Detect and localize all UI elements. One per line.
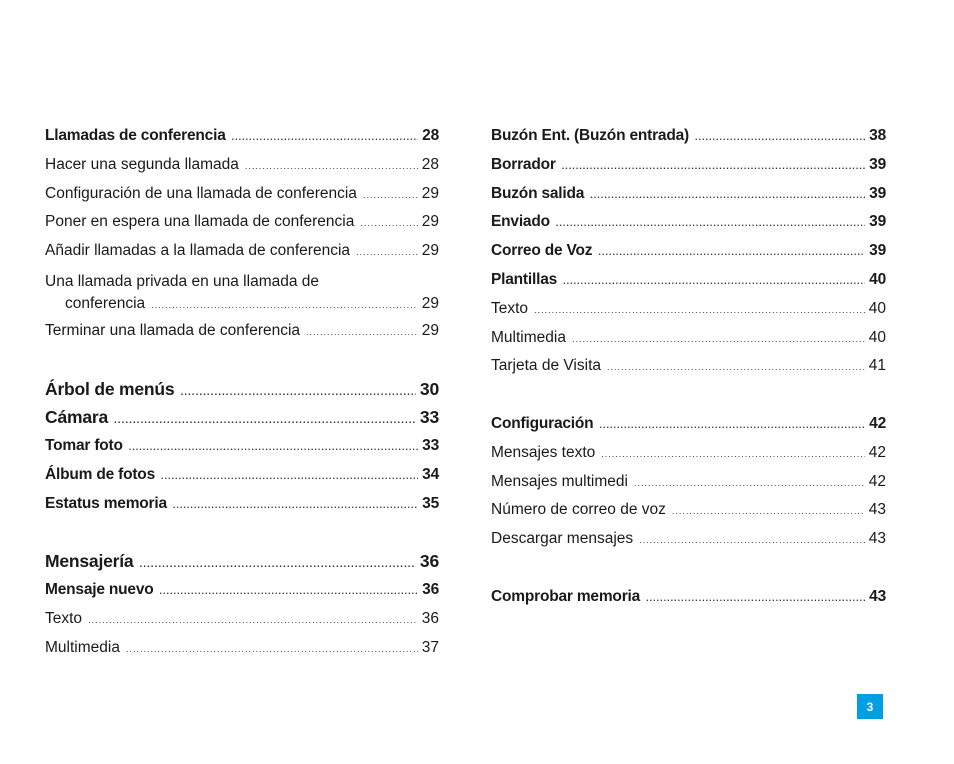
page-number-badge: 3 xyxy=(857,694,883,719)
toc-page-number: 40 xyxy=(868,328,886,346)
toc-page-number: 43 xyxy=(869,587,886,605)
toc-label: Árbol de menús xyxy=(45,378,175,399)
section-spacer xyxy=(491,554,886,583)
dot-leader xyxy=(126,635,418,664)
toc-page-number: 29 xyxy=(421,213,439,231)
toc-label: Buzón salida xyxy=(491,184,585,202)
toc-page-number: 37 xyxy=(421,638,439,656)
toc-page-number: 42 xyxy=(868,472,886,490)
toc-label: Texto xyxy=(491,299,529,317)
toc-page-number: 39 xyxy=(869,184,886,202)
dot-leader xyxy=(601,440,865,469)
dot-leader xyxy=(562,152,865,181)
toc-label: Número de correo de voz xyxy=(491,501,666,519)
toc-label: Descargar mensajes xyxy=(491,530,634,548)
dot-leader xyxy=(672,497,865,526)
section-spacer xyxy=(45,346,439,375)
toc-label: Configuración xyxy=(491,414,594,432)
toc-entry-mensajeria[interactable] xyxy=(45,547,439,576)
dot-leader xyxy=(572,325,865,354)
toc-label: Mensajería xyxy=(45,551,134,572)
section-spacer xyxy=(45,519,439,548)
toc-entry-tomar-foto[interactable] xyxy=(45,432,439,461)
toc-label: Enviado xyxy=(491,213,550,231)
toc-entry-comprobar-memoria[interactable] xyxy=(491,583,886,612)
toc-label: Borrador xyxy=(491,155,556,173)
toc-page-number: 42 xyxy=(869,414,886,432)
toc-entry-mensajes-texto[interactable] xyxy=(491,439,886,468)
toc-entry-anadir-llamadas[interactable] xyxy=(45,237,439,266)
toc-label: Estatus memoria xyxy=(45,494,167,512)
toc-label: Buzón Ent. (Buzón entrada) xyxy=(491,127,690,144)
toc-page-number: 36 xyxy=(421,609,439,627)
toc-label: Comprobar memoria xyxy=(491,587,641,605)
section-spacer xyxy=(491,381,886,410)
toc-page-number: 39 xyxy=(869,213,886,231)
dot-leader xyxy=(607,353,865,382)
toc-page-number: 40 xyxy=(869,270,886,288)
dot-leader xyxy=(232,123,419,152)
dot-leader xyxy=(360,209,417,238)
toc-entry-plantillas[interactable] xyxy=(491,266,886,295)
toc-page-number: 41 xyxy=(868,357,886,375)
toc-entry-numero-correo-de-voz[interactable] xyxy=(491,496,886,525)
toc-page-number: 33 xyxy=(422,437,439,455)
toc-label: Correo de Voz xyxy=(491,242,593,260)
dot-leader xyxy=(180,379,415,408)
toc-entry-llamadas-de-conferencia[interactable] xyxy=(45,122,439,151)
toc-page-number: 42 xyxy=(868,443,886,461)
toc-entry-buzon-salida[interactable] xyxy=(491,180,886,209)
dot-leader xyxy=(173,491,418,520)
toc-entry-borrador[interactable] xyxy=(491,151,886,180)
toc-entry-multimedia[interactable] xyxy=(45,634,439,663)
dot-leader xyxy=(160,577,419,606)
dot-leader xyxy=(363,181,418,210)
toc-label: Mensajes multimedi xyxy=(491,472,628,490)
toc-page-number: 38 xyxy=(869,127,886,144)
toc-entry-multimedia[interactable] xyxy=(491,324,886,353)
toc-page-number: 43 xyxy=(868,501,886,519)
toc-label: Terminar una llamada de conferencia xyxy=(45,321,301,339)
toc-entry-mensajes-multimedi[interactable] xyxy=(491,468,886,497)
toc-entry-poner-en-espera[interactable] xyxy=(45,208,439,237)
toc-page-number: 35 xyxy=(422,494,439,512)
toc-page-number: 36 xyxy=(422,581,439,599)
toc-page-number: 29 xyxy=(421,294,439,312)
toc-page-number: 43 xyxy=(868,530,886,548)
dot-leader xyxy=(306,318,418,347)
toc-entry-configuracion[interactable] xyxy=(491,410,886,439)
toc-label: Plantillas xyxy=(491,270,558,288)
toc-entry-hacer-segunda-llamada[interactable] xyxy=(45,151,439,180)
toc-label-line1: Una llamada privada en una llamada de xyxy=(45,272,320,290)
dot-leader xyxy=(356,238,418,267)
dot-leader xyxy=(563,267,865,296)
toc-page-number: 34 xyxy=(422,465,439,483)
dot-leader xyxy=(646,584,865,613)
toc-page-number: 29 xyxy=(421,184,439,202)
dot-leader xyxy=(598,238,865,267)
toc-page-number: 39 xyxy=(869,242,886,260)
toc-left-column xyxy=(45,122,439,663)
toc-entry-texto[interactable] xyxy=(45,605,439,634)
toc-label: Multimedia xyxy=(45,638,120,656)
toc-right-column xyxy=(491,122,886,612)
toc-page-number: 30 xyxy=(419,378,439,399)
dot-leader xyxy=(88,606,418,635)
dot-leader xyxy=(161,462,418,491)
dot-leader xyxy=(245,152,418,181)
toc-entry-mensaje-nuevo[interactable] xyxy=(45,576,439,605)
toc-page-number: 40 xyxy=(868,299,886,317)
toc-label: Cámara xyxy=(45,407,109,428)
toc-page-number: 39 xyxy=(869,155,886,173)
toc-label: Añadir llamadas a la llamada de conferencia xyxy=(45,242,351,260)
toc-label-line2: conferencia xyxy=(65,294,146,312)
toc-entry-album-de-fotos[interactable] xyxy=(45,461,439,490)
toc-entry-tarjeta-de-visita[interactable] xyxy=(491,352,886,381)
toc-label: Tomar foto xyxy=(45,437,123,455)
toc-entry-camara[interactable] xyxy=(45,403,439,432)
toc-label: Llamadas de conferencia xyxy=(45,127,226,144)
toc-label: Hacer una segunda llamada xyxy=(45,155,239,173)
toc-page-number: 28 xyxy=(421,155,439,173)
dot-leader xyxy=(129,433,418,462)
toc-label: Mensaje nuevo xyxy=(45,581,154,599)
toc-label: Multimedia xyxy=(491,328,566,346)
toc-entry-descargar-mensajes[interactable] xyxy=(491,525,886,554)
toc-label: Configuración de una llamada de conferencia xyxy=(45,184,357,202)
toc-label: Texto xyxy=(45,609,83,627)
toc-page-number: 29 xyxy=(421,321,439,339)
toc-page-number: 33 xyxy=(419,407,439,428)
dot-leader xyxy=(634,469,865,498)
toc-entry-estatus-memoria[interactable] xyxy=(45,490,439,519)
toc-entry-terminar-llamada[interactable] xyxy=(45,317,439,346)
dot-leader xyxy=(139,551,415,580)
dot-leader xyxy=(695,123,865,152)
toc-entry-enviado[interactable] xyxy=(491,208,886,237)
toc-page-number: 36 xyxy=(419,551,439,572)
toc-label: Tarjeta de Visita xyxy=(491,357,601,375)
dot-leader xyxy=(534,296,865,325)
toc-entry-arbol-de-menus[interactable] xyxy=(45,375,439,404)
dot-leader xyxy=(114,407,416,436)
toc-entry-llamada-privada[interactable] xyxy=(45,266,439,317)
toc-label: Poner en espera una llamada de conferencia xyxy=(45,213,355,231)
dot-leader xyxy=(590,181,865,210)
dot-leader xyxy=(151,296,418,314)
dot-leader xyxy=(556,209,865,238)
toc-label: Mensajes texto xyxy=(491,443,596,461)
toc-entry-configuracion-llamada-conferencia[interactable] xyxy=(45,180,439,209)
toc-entry-correo-de-voz[interactable] xyxy=(491,237,886,266)
toc-entry-texto[interactable] xyxy=(491,295,886,324)
toc-page-number: 28 xyxy=(422,127,439,144)
toc-page-number: 29 xyxy=(421,242,439,260)
dot-leader xyxy=(639,526,865,555)
toc-entry-buzon-entrada[interactable] xyxy=(491,122,886,151)
toc-label: Álbum de fotos xyxy=(45,465,155,483)
dot-leader xyxy=(599,411,865,440)
